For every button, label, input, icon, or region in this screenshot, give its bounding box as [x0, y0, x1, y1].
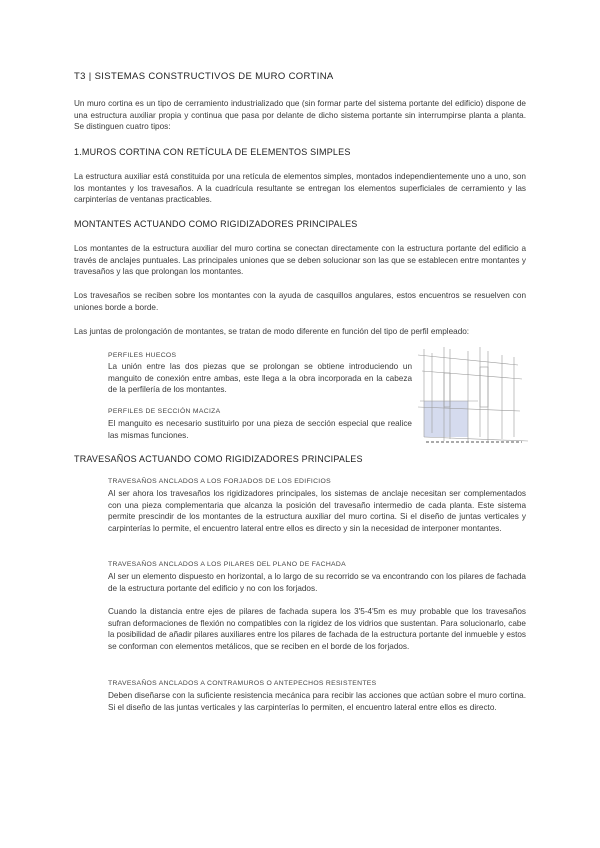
- travesanos-heading: TRAVESAÑOS ACTUANDO COMO RIGIDIZADORES PRINCIPALES: [74, 454, 363, 464]
- montantes-paragraph-2: Los travesaños se reciben sobre los montantes con la ayuda de casquillos angulares, estos encuentros se resuelven con uniones borde a borde.: [74, 291, 526, 312]
- perfiles-huecos-paragraph: La unión entre las dos piezas que se prolongan se obtiene introduciendo un manguito de conexión entre ambas, este llega a la obra incorporada en la cabeza de la perfilería de los montantes.: [108, 362, 412, 395]
- section1-heading: 1.MUROS CORTINA CON RETÍCULA DE ELEMENTOS SIMPLES: [74, 147, 351, 157]
- pilares-label: TRAVESAÑOS ANCLADOS A LOS PILARES DEL PLANO DE FACHADA: [108, 561, 346, 568]
- perfiles-maciza-paragraph: El manguito es necesario sustituirlo por una pieza de sección especial que realice las mismas funciones.: [108, 419, 412, 440]
- perfiles-huecos-label: PERFILES HUECOS: [108, 352, 177, 359]
- contramuros-label: TRAVESAÑOS ANCLADOS A CONTRAMUROS O ANTEPECHOS RESISTENTES: [108, 680, 377, 687]
- contramuros-paragraph: Deben diseñarse con la suficiente resistencia mecánica para recibir las acciones que actúan sobre el muro cortina. Si el diseño de las juntas verticales y las carpinterías lo permiten, el encuentro lateral entre ellos es directo.: [108, 691, 526, 712]
- montantes-heading: MONTANTES ACTUANDO COMO RIGIDIZADORES PRINCIPALES: [74, 219, 358, 229]
- pilares-paragraph-2: Cuando la distancia entre ejes de pilares de fachada supera los 3'5-4'5m es muy probable que los travesaños sufran deformaciones de flexión no compatibles con la rigidez de los vidrios que sustentan. Para solucionarlo, cabe la posibilidad de añadir pilares auxiliares entre los pilares de fachada de la estructura portante del inmueble y estos se conforman con elementos metálicos, que se reciben en el borde de los forjados.: [108, 607, 526, 651]
- curtain-wall-figure: [418, 345, 530, 445]
- perfiles-maciza-label: PERFILES DE SECCIÓN MACIZA: [108, 408, 221, 415]
- montantes-paragraph-3: Las juntas de prolongación de montantes, se tratan de modo diferente en función del tipo de perfil empleado:: [74, 327, 470, 336]
- forjados-paragraph: Al ser ahora los travesaños los rigidizadores principales, los sistemas de anclaje necesitan ser complementados con una pieza complementaria que alcanza la posición del travesaño intermedio de cada planta. Este sistema permite prescindir de los montantes de la estructura auxiliar del muro cortina. Si el diseño de juntas verticales y carpinterías lo permite, el encuentro lateral entre ellos es directo y sin la necesidad de interponer montantes.: [108, 489, 526, 533]
- glass-panel: [424, 401, 468, 437]
- section1-paragraph: La estructura auxiliar está constituida por una retícula de elementos simples, montados independientemente uno a uno, son los montantes y los travesaños. A la cuadrícula resultante se entregan los elementos superficiales de cerramiento y las carpinterías de ventanas practicables.: [74, 172, 526, 205]
- page-title: T3 | SISTEMAS CONSTRUCTIVOS DE MURO CORTINA: [74, 71, 334, 82]
- montantes-paragraph-1: Los montantes de la estructura auxiliar del muro cortina se conectan directamente con la estructura portante del edificio a través de anclajes puntuales. Las principales uniones que se deben solucionar son las que se establecen entre montantes y travesaños y las que prolongan los montantes.: [74, 244, 526, 277]
- forjados-label: TRAVESAÑOS ANCLADOS A LOS FORJADOS DE LOS EDIFICIOS: [108, 478, 331, 485]
- curtain-wall-drawing: [418, 345, 530, 445]
- intro-paragraph: Un muro cortina es un tipo de cerramiento industrializado que (sin formar parte del sistema portante del edificio) dispone de una estructura auxiliar propia y continua que pasa por delante de dicho sistema portante sin interrumpirse planta a planta. Se distinguen cuatro tipos:: [74, 99, 526, 132]
- pilares-paragraph-1: Al ser un elemento dispuesto en horizontal, a lo largo de su recorrido se va encontrando con los pilares de fachada de la estructura portante del edificio y no con los forjados.: [108, 572, 526, 593]
